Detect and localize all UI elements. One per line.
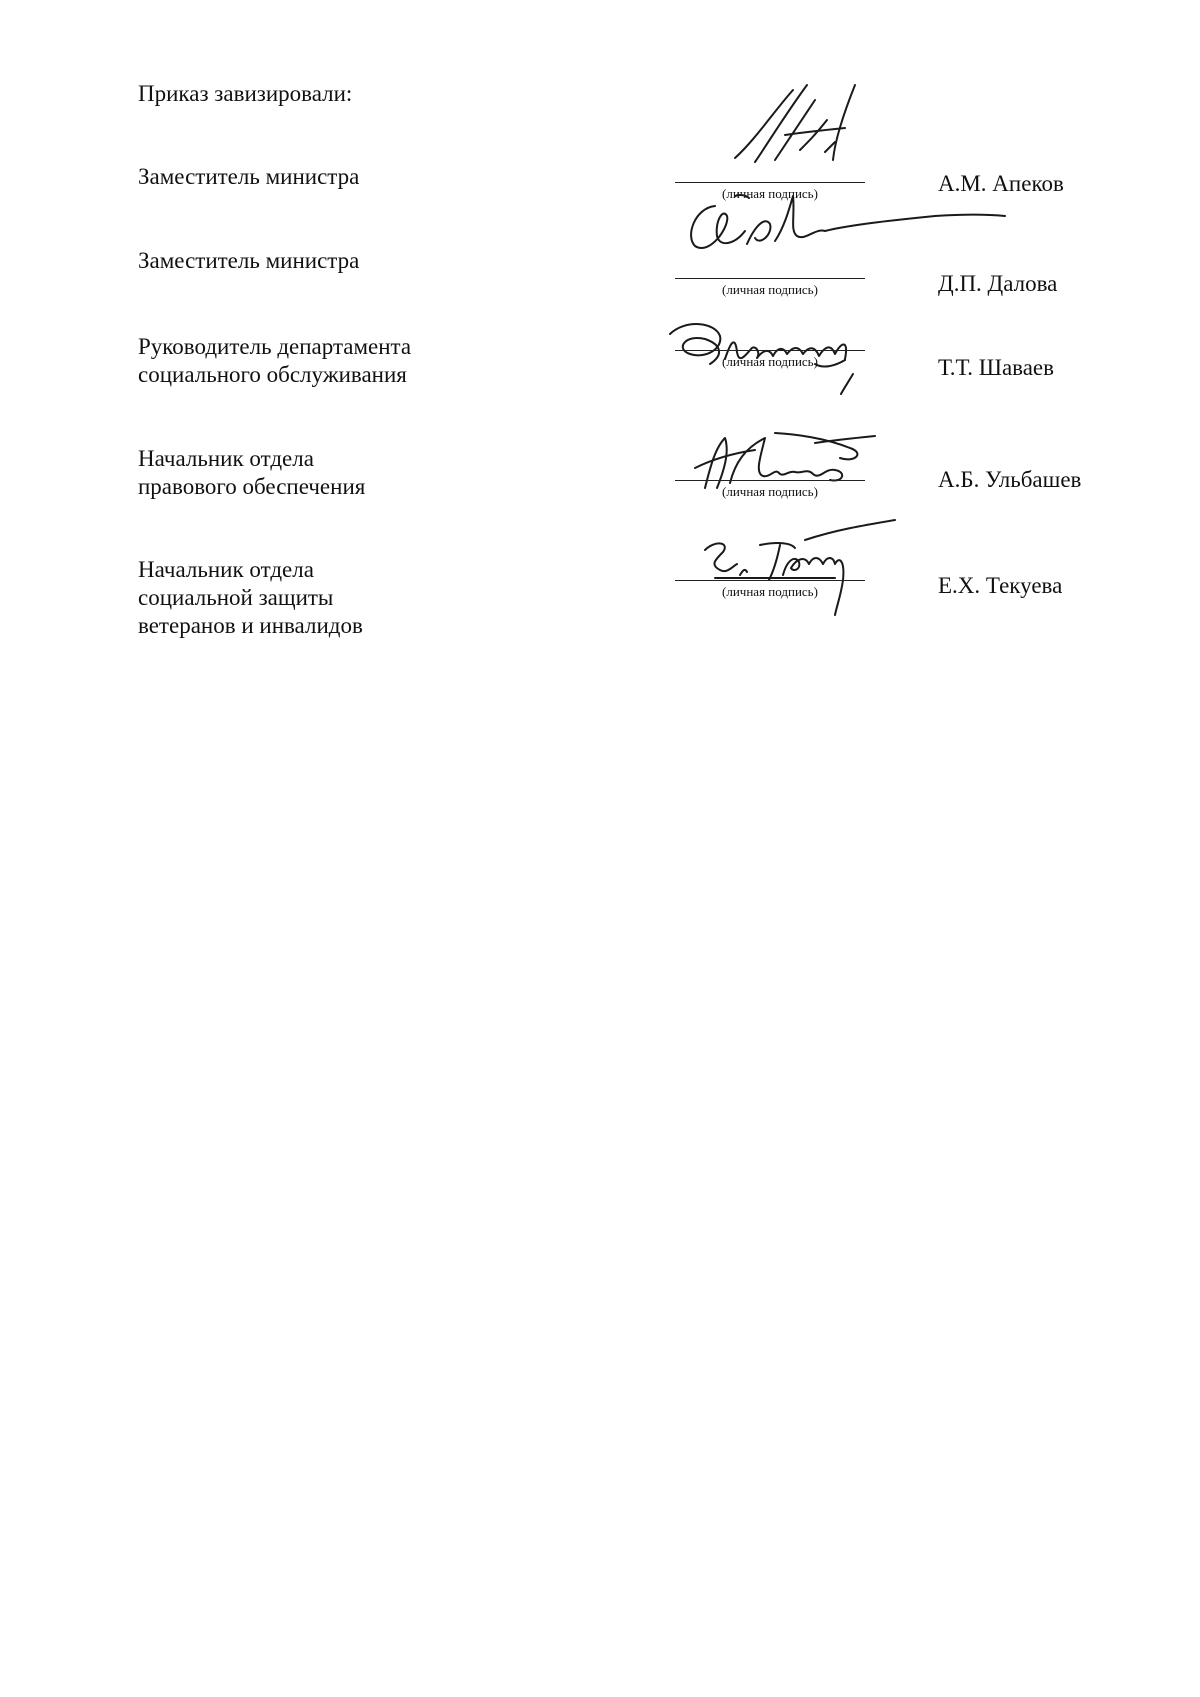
position-line: Руководитель департамента [138, 334, 412, 359]
approval-heading: Приказ завизировали: [138, 81, 353, 106]
signatory-position [138, 333, 411, 389]
signature-caption: (личная подпись) [722, 186, 818, 201]
signatory-name: Д.П. Далова [938, 271, 1058, 296]
signature-line [675, 350, 865, 351]
signature-caption: (личная подпись) [722, 584, 818, 599]
position-line: социальной защиты [138, 585, 334, 610]
position-line: социального обслуживания [138, 362, 407, 387]
signatory-position [138, 556, 363, 640]
signature-line [675, 480, 865, 481]
signature-block [675, 100, 865, 201]
signature-block [675, 288, 865, 378]
signatory-name: Т.Т. Шаваев [938, 355, 1054, 380]
signature-caption: (личная подпись) [722, 354, 818, 369]
position-line: ветеранов и инвалидов [138, 613, 363, 638]
signature-block [675, 196, 865, 297]
signature-line [675, 580, 865, 581]
signatory-name: Е.Х. Текуева [938, 573, 1063, 598]
signature-block [675, 400, 865, 499]
handwritten-signature [685, 520, 915, 620]
position-line: Заместитель министра [138, 248, 360, 273]
handwritten-signature [715, 80, 915, 180]
position-line: Заместитель министра [138, 164, 360, 189]
signature-block [675, 508, 865, 598]
signatory-position [138, 247, 359, 275]
signatory-name: А.М. Апеков [938, 171, 1064, 196]
position-line: Начальник отдела [138, 446, 314, 471]
signatory-name: А.Б. Ульбашев [938, 467, 1082, 492]
signature-line [675, 278, 865, 279]
signatory-position [138, 445, 365, 501]
signature-caption: (личная подпись) [722, 484, 818, 499]
handwritten-signature [675, 186, 1015, 266]
signature-line [675, 182, 865, 183]
position-line: правового обеспечения [138, 474, 366, 499]
signature-caption: (личная подпись) [722, 282, 818, 297]
signatory-position [138, 163, 359, 191]
position-line: Начальник отдела [138, 557, 314, 582]
